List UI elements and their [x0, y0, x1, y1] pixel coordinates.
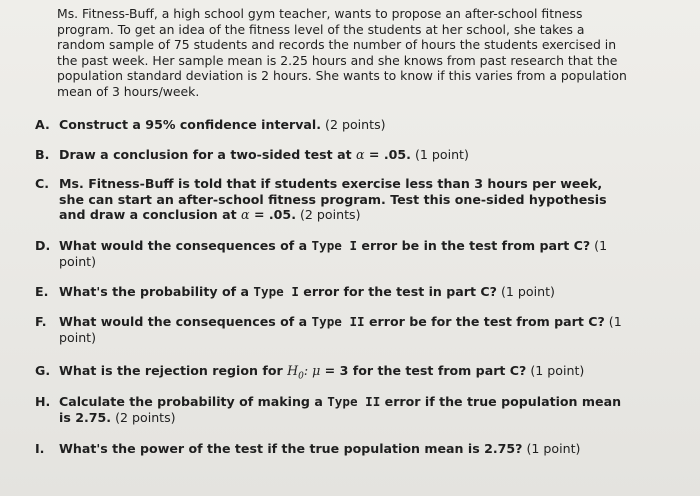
question-text-end: error be for the test from part C?	[364, 314, 605, 329]
question-h	[35, 394, 630, 425]
question-text: Construct a 95% confidence interval.	[59, 117, 322, 132]
question-points: (2 points)	[111, 409, 176, 425]
problem-intro: Ms. Fitness-Buff, a high school gym teacher, wants to propose an after-school fitness program. To get an idea of the fitness level of the students at her school, she takes a random sample of 75 students and records the number of hours the students exercised in the past week. Her sample mean is 2.25 hours and she knows from past research that the population standard deviation is 2 hours. She wants to know if this varies from a population mean of 3 hours/week.	[57, 6, 627, 99]
question-text: Ms. Fitness-Buff is told that if students exercise less than 3 hours per week, she can start an after-school fitness program. Test this one-sided hypothesis and draw a conclusion at	[59, 176, 607, 223]
question-text: Calculate the probability of making a	[59, 394, 328, 409]
question-text: What's the power of the test if the true population mean is 2.75?	[59, 441, 523, 456]
question-text: Draw a conclusion for a two-sided test at	[59, 147, 356, 162]
question-points: (2 points)	[295, 207, 361, 223]
question-text: What's the probability of a	[59, 284, 254, 299]
question-letter: H.	[35, 394, 51, 409]
question-text: What is the rejection region for	[59, 363, 288, 378]
question-c	[35, 176, 630, 223]
error-type: Type I	[311, 238, 358, 253]
question-letter: C.	[35, 176, 50, 191]
question-d	[35, 238, 630, 269]
question-text-end: error if the true population mean is 2.75.	[59, 394, 622, 425]
question-points: (1 point)	[496, 284, 555, 299]
alpha-symbol: α	[356, 147, 365, 162]
alpha-symbol: α	[241, 207, 250, 223]
question-text-end: = .05.	[249, 207, 296, 223]
question-f	[35, 314, 630, 345]
question-points: (1 point)	[59, 238, 608, 269]
question-points: (1 point)	[526, 363, 585, 378]
question-text-end: error be in the test from part C?	[357, 238, 591, 253]
question-g	[35, 363, 630, 385]
question-b	[35, 147, 630, 163]
question-letter: F.	[35, 314, 47, 329]
question-text: What would the consequences of a	[59, 314, 312, 329]
h0-subscript: 0	[298, 371, 304, 382]
question-e	[35, 284, 630, 300]
question-letter: G.	[35, 363, 51, 378]
question-letter: B.	[35, 147, 50, 162]
question-text: What would the consequences of a	[59, 238, 312, 253]
question-text-end: = .05.	[364, 147, 411, 162]
h0-symbol: H	[287, 363, 299, 378]
question-a	[35, 117, 630, 133]
question-text-end: = 3 for the test from part C?	[320, 363, 527, 378]
question-points: (1 point)	[59, 314, 622, 345]
question-letter: A.	[35, 117, 50, 132]
question-letter: D.	[35, 238, 51, 253]
question-text-end: error for the test in part C?	[298, 284, 497, 299]
mu-symbol: : μ	[303, 363, 321, 378]
question-i	[35, 441, 630, 457]
question-letter: E.	[35, 284, 49, 299]
question-points: (1 point)	[410, 147, 469, 162]
question-letter: I.	[35, 441, 45, 456]
question-points: (1 point)	[522, 441, 581, 456]
question-points: (2 points)	[321, 117, 386, 132]
error-type: Type I	[253, 284, 299, 299]
error-type: Type II	[327, 394, 381, 409]
error-type: Type II	[311, 314, 365, 329]
